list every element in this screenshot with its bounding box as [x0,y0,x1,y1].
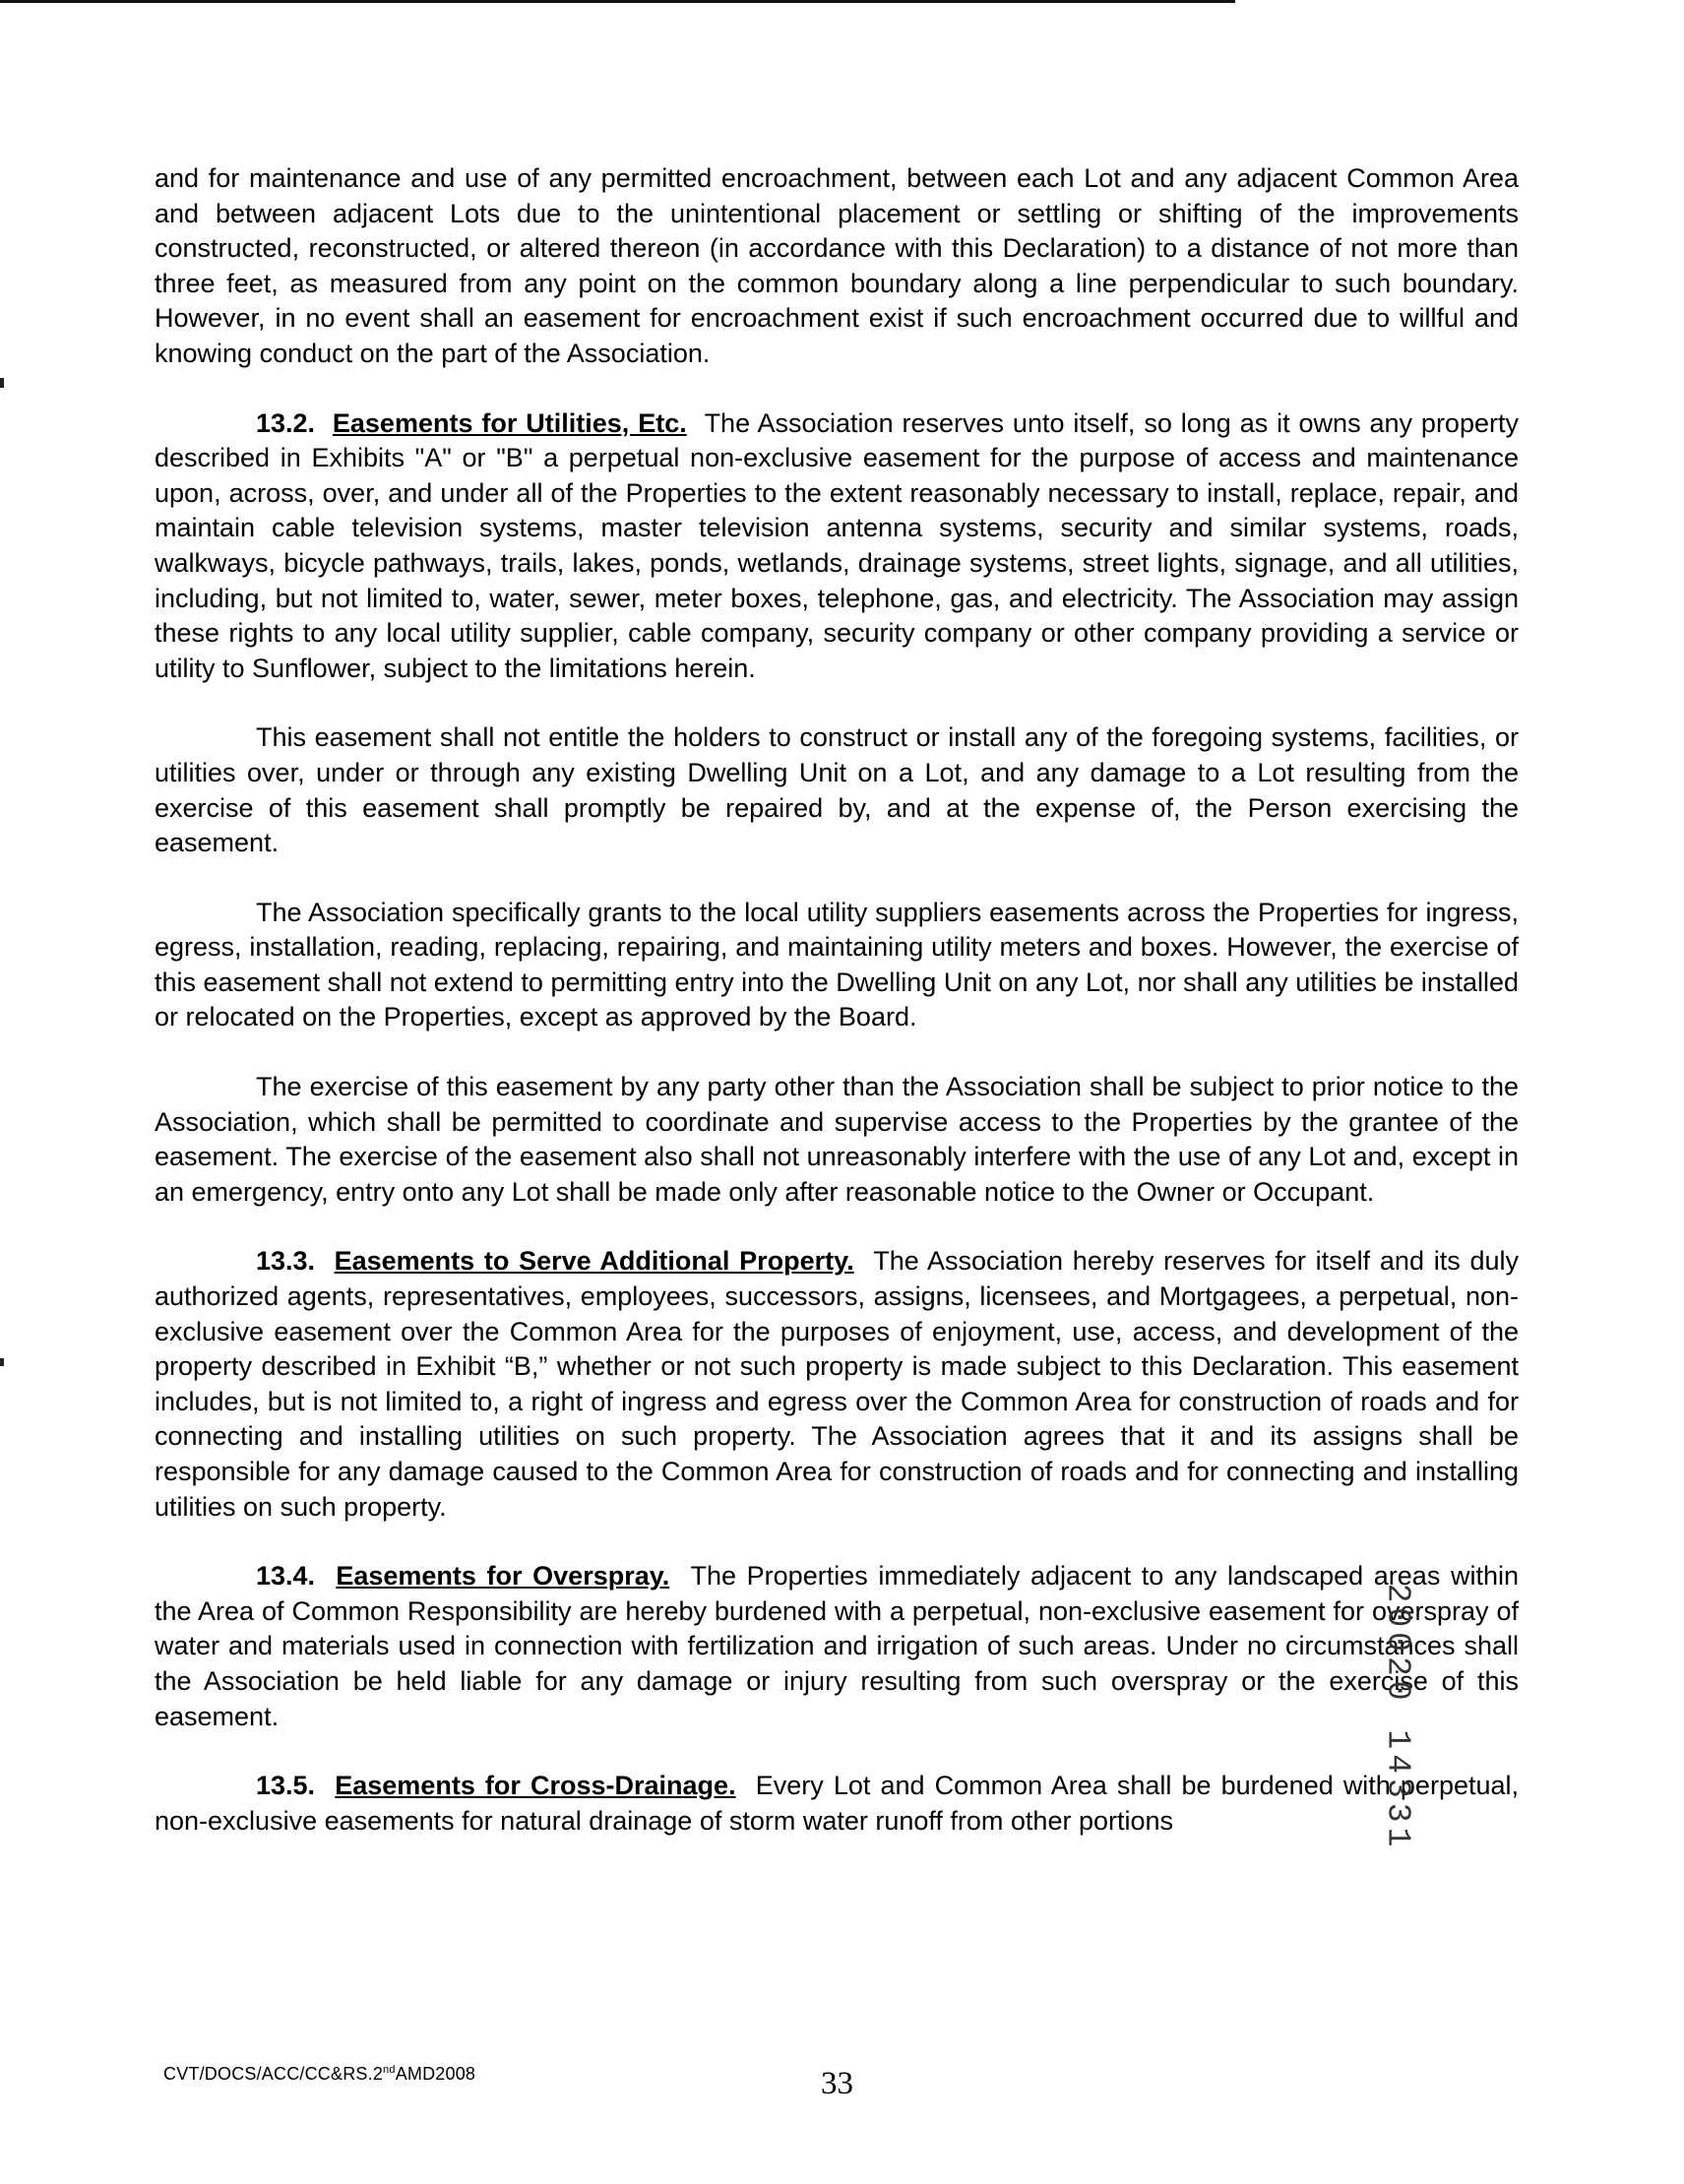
scan-edge-line [0,0,1235,3]
footer-code-superscript: nd [383,2064,396,2076]
paragraph-gap [155,686,1519,720]
paragraph-text: The Association specifically grants to the local utility suppliers easements across the Properties for ingress, egress, installation, reading, replacing, repairing, and maintaining utility meters and boxes. However, the exercise of this easement shall not extend to permitting entry into the Dwelling Unit on any Lot, nor shall any utilities be installed or relocated on the Properties, except as approved by the Board. [155,897,1519,1032]
section-paragraph [155,406,1519,687]
section-title: Easements for Cross-Drainage. [335,1771,736,1801]
paragraph-gap [155,861,1519,896]
paragraph-text: This easement shall not entitle the holders to construct or install any of the foregoing systems, facilities, or utilities over, under or through any existing Dwelling Unit on a Lot, and any damage to a Lot resulting from the exercise of this easement shall promptly be repaired by, and at the expense of, the Person exercising the easement. [155,722,1519,858]
paragraph-gap [155,1210,1519,1244]
body-paragraph [155,720,1519,860]
paragraph-gap [155,1734,1519,1769]
body-paragraph [155,161,1519,372]
paragraph-gap [155,1035,1519,1070]
section-title: Easements for Utilities, Etc. [332,407,687,438]
body-paragraph [155,1070,1519,1210]
paragraph-gap [155,1525,1519,1559]
paragraph-text: and for maintenance and use of any permitted encroachment, between each Lot and any adjacent Common Area and between adjacent Lots due to the unintentional placement or settling or shifting of the improvements constructed, reconstructed, or altered thereon (in accordance with this Declaration) to a distance of not more than three feet, as measured from any point on the common boundary along a line perpendicular to such boundary. However, in no event shall an easement for encroachment exist if such encroachment occurred due to willful and knowing conduct on the part of the Association. [155,163,1519,368]
body-paragraph [155,896,1519,1035]
section-number: 13.3. [256,1246,316,1277]
section-number: 13.4. [256,1561,316,1591]
paragraph-text: The Properties immediately adjacent to any landscaped areas within the Area of Common Responsibility are hereby burdened with a perpetual, non-exclusive easement for overspray of water and materials used in connection with fertilization and irrigation of such areas. Under no circumstances shall the Association be held liable for any damage or injury resulting from such overspray or the exercise of this easement. [155,1561,1519,1731]
section-paragraph [155,1559,1519,1734]
scan-margin-mark [0,378,4,388]
paragraph-gap [155,372,1519,406]
page-number: 33 [821,2066,853,2101]
section-title: Easements for Overspray. [336,1561,670,1591]
footer-code-suffix: AMD2008 [395,2064,476,2084]
document-body [155,161,1519,1839]
section-paragraph [155,1769,1519,1839]
section-paragraph [155,1244,1519,1525]
paragraph-text: The exercise of this easement by any party other than the Association shall be subject to prior notice to the Association, which shall be permitted to coordinate and supervise access to the Properties by the grantee of the easement. The exercise of the easement also shall not unreasonably interfere with the use of any Lot and, except in an emergency, entry onto any Lot shall be made only after reasonable notice to the Owner or Occupant. [155,1072,1519,1207]
footer-code-prefix: CVT/DOCS/ACC/CC&RS.2 [163,2064,384,2084]
section-number: 13.5. [256,1771,316,1801]
recording-stamp [1378,1583,1417,1852]
paragraph-text: The Association reserves unto itself, so long as it owns any property described in Exhibits "A" or "B" a perpetual non-exclusive easement for the purpose of access and maintenance upon, across, over, and under all of the Properties to the extent reasonably necessary to install, replace, repair, and maintain cable television systems, master television antenna systems, security and similar systems, roads, walkways, bicycle pathways, trails, lakes, ponds, wetlands, drainage systems, street lights, signage, and all utilities, including, but not limited to, water, sewer, meter boxes, telephone, gas, and electricity. The Association may assign these rights to any local utility supplier, cable company, security company or other company providing a service or utility to Sunflower, subject to the limitations herein. [155,407,1519,683]
section-number: 13.2. [256,407,316,438]
section-title: Easements to Serve Additional Property. [334,1246,854,1277]
scan-margin-mark [0,1358,4,1366]
footer-document-code [163,2064,475,2085]
recording-stamp-number: 20020 14331 [1379,1583,1416,1852]
paragraph-text: Every Lot and Common Area shall be burdened with perpetual, non-exclusive easements for natural drainage of storm water runoff from other portions [155,1771,1520,1836]
paragraph-text: The Association hereby reserves for itself and its duly authorized agents, representatives, employees, successors, assigns, licensees, and Mortgagees, a perpetual, non-exclusive easement over the Common Area for the purposes of enjoyment, use, access, and development of the property described in Exhibit “B,” whether or not such property is made subject to this Declaration. This easement includes, but is not limited to, a right of ingress and egress over the Common Area for construction of roads and for connecting and installing utilities on such property. The Association agrees that it and its assigns shall be responsible for any damage caused to the Common Area for construction of roads and for connecting and installing utilities on such property. [155,1246,1519,1522]
